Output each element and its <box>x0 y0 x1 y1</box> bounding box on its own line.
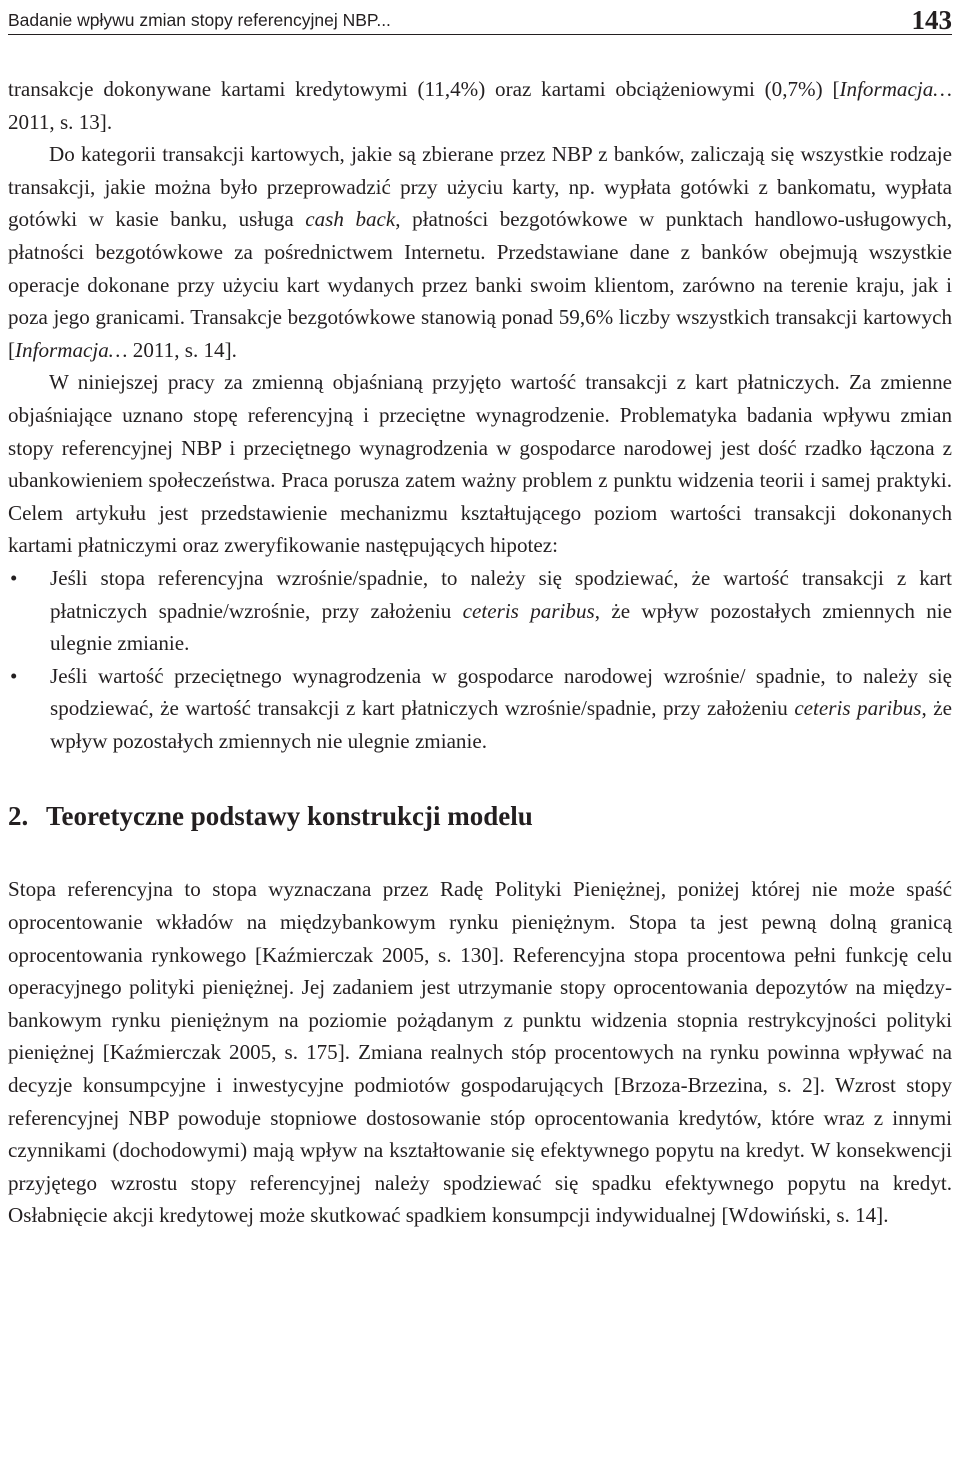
term-italic: ceteris paribus <box>794 696 922 721</box>
bullet-marker: • <box>10 663 18 688</box>
section-number: 2. <box>8 801 29 832</box>
hypotheses-list <box>8 562 952 758</box>
citation-italic: Informacja… <box>839 77 952 101</box>
document-page <box>0 4 960 1480</box>
text-run: Jeśli stopa referencyjna wzrośnie/spadnie, to należy się spodziewać, że wartość transakcji z kart płatniczych spadnie/wzrośnie, przy założeniu <box>50 565 952 623</box>
paragraph-continuation <box>8 73 952 138</box>
body-text <box>8 73 952 1232</box>
text-run: , że wpływ pozostałych zmiennych nie ulegnie zmianie. <box>50 696 952 753</box>
term-italic: ceteris paribus <box>462 598 595 623</box>
text-run: , płatności bezgotówkowe w punktach handlowo-usługowych, płatności bezgotówkowe za pośrednictwem Internetu. Przedstawiane dane z banków obejmują wszystkie operacje dokonane przy użyciu kart wydanych przez banki swoim klientom, zarówno na terenie kraju, jak i poza jego granicami. Transakcje bezgotówkowe stanowią ponad 59,6% liczby wszystkich transakcji kartowych [ <box>8 207 953 362</box>
text-run: 2011, s. 13]. <box>8 109 113 134</box>
section-title: Teoretyczne podstawy konstrukcji modelu <box>46 801 533 832</box>
paragraph-reference-rate: Stopa referencyjna to stopa wyznaczana przez Radę Polityki Pieniężnej, poniżej której nie może spaść oprocentowanie wkładów na międzybankowym rynku pieniężnym. Stopa ta jest pewną dolną granicą oprocentowania rynkowego [Kaźmierczak 2005, s. 130]. Referencyjna stopa procentowa pełni funkcję celu operacyjnego polityki pieniężnej. Jej zadaniem jest utrzymanie stopy oprocentowania depozytów na międzybankowym rynku pieniężnym na poziomie pożądanym z punktu widzenia stopnia restrykcyjności polityki pieniężnej [Kaźmierczak 2005, s. 175]. Zmiana realnych stóp procentowych na rynku powinna wpływać na decyzje konsumpcyjne i inwestycyjne podmiotów gospodarujących [Brzoza-Brzezina, s. 2]. Wzrost stopy referencyjnej NBP powoduje stopniowe dostosowanie stóp oprocentowania kredytów, które wraz z innymi czynnikami (dochodowymi) mają wpływ na kształtowanie się efektywnego popytu na kredyt. W konsekwencji przyjętego wzrostu stopy referencyjnej należy spodziewać się spadku efektywnego popytu na kredyt. Osłabnięcie akcji kredytowej może skutkować spadkiem konsumpcji indywidualnej [Wdowiński, s. 14]. <box>8 877 952 1228</box>
paragraph-research-aim: W niniejszej pracy za zmienną objaśnianą przyjęto wartość transakcji z kart płatniczych. Za zmienne objaśniające uznano stopę referencyjną i przeciętne wynagrodzenie. Problematyka badania wpływu zmian stopy referencyjnej NBP i przeciętnego wynagrodzenia w gospodarce narodowej jest dość rzadko łączona z ubankowieniem społeczeństwa. Praca porusza zatem ważny problem z punktu widzenia teorii i samej praktyki. Celem artykułu jest przedstawienie mechanizmu kształtującego poziom wartości transakcji dokonanych kartami płatniczymi oraz zweryfikowanie następujących hipotez: <box>8 370 952 558</box>
running-header <box>8 4 952 35</box>
text-run: 2011, s. 14]. <box>127 337 237 362</box>
text-run: Jeśli wartość przeciętnego wynagrodzenia w gospodarce narodowej wzrośnie/ spadnie, to należy się spodziewać, że wartość transakcji z kart płatniczych wzrośnie/spadnie, przy założeniu <box>50 663 952 721</box>
page-number: 143 <box>911 5 952 35</box>
hypothesis-item <box>8 562 952 660</box>
text-run: , że wpływ pozostałych zmiennych nie ulegnie zmianie. <box>50 598 952 656</box>
citation-italic: Informacja… <box>15 337 128 362</box>
running-title: Badanie wpływu zmian stopy referencyjnej NBP... <box>8 10 391 30</box>
term-italic: cash back <box>305 207 396 232</box>
section-heading <box>8 799 952 833</box>
hypothesis-item <box>8 660 952 758</box>
text-run: transakcje dokonywane kartami kredytowymi (11,4%) oraz kartami obciążeniowymi (0,7%) [ <box>8 77 840 101</box>
text-run: Do kategorii transakcji kartowych, jakie są zbierane przez NBP z banków, zaliczają się wszystkie rodzaje transakcji, jakie można było przeprowadzić przy użyciu karty, np. wypłata gotówki z bankomatu, wypłata gotówki w kasie banku, usługa <box>8 142 952 232</box>
paragraph-card-transactions <box>8 138 952 366</box>
bullet-marker: • <box>10 565 18 590</box>
